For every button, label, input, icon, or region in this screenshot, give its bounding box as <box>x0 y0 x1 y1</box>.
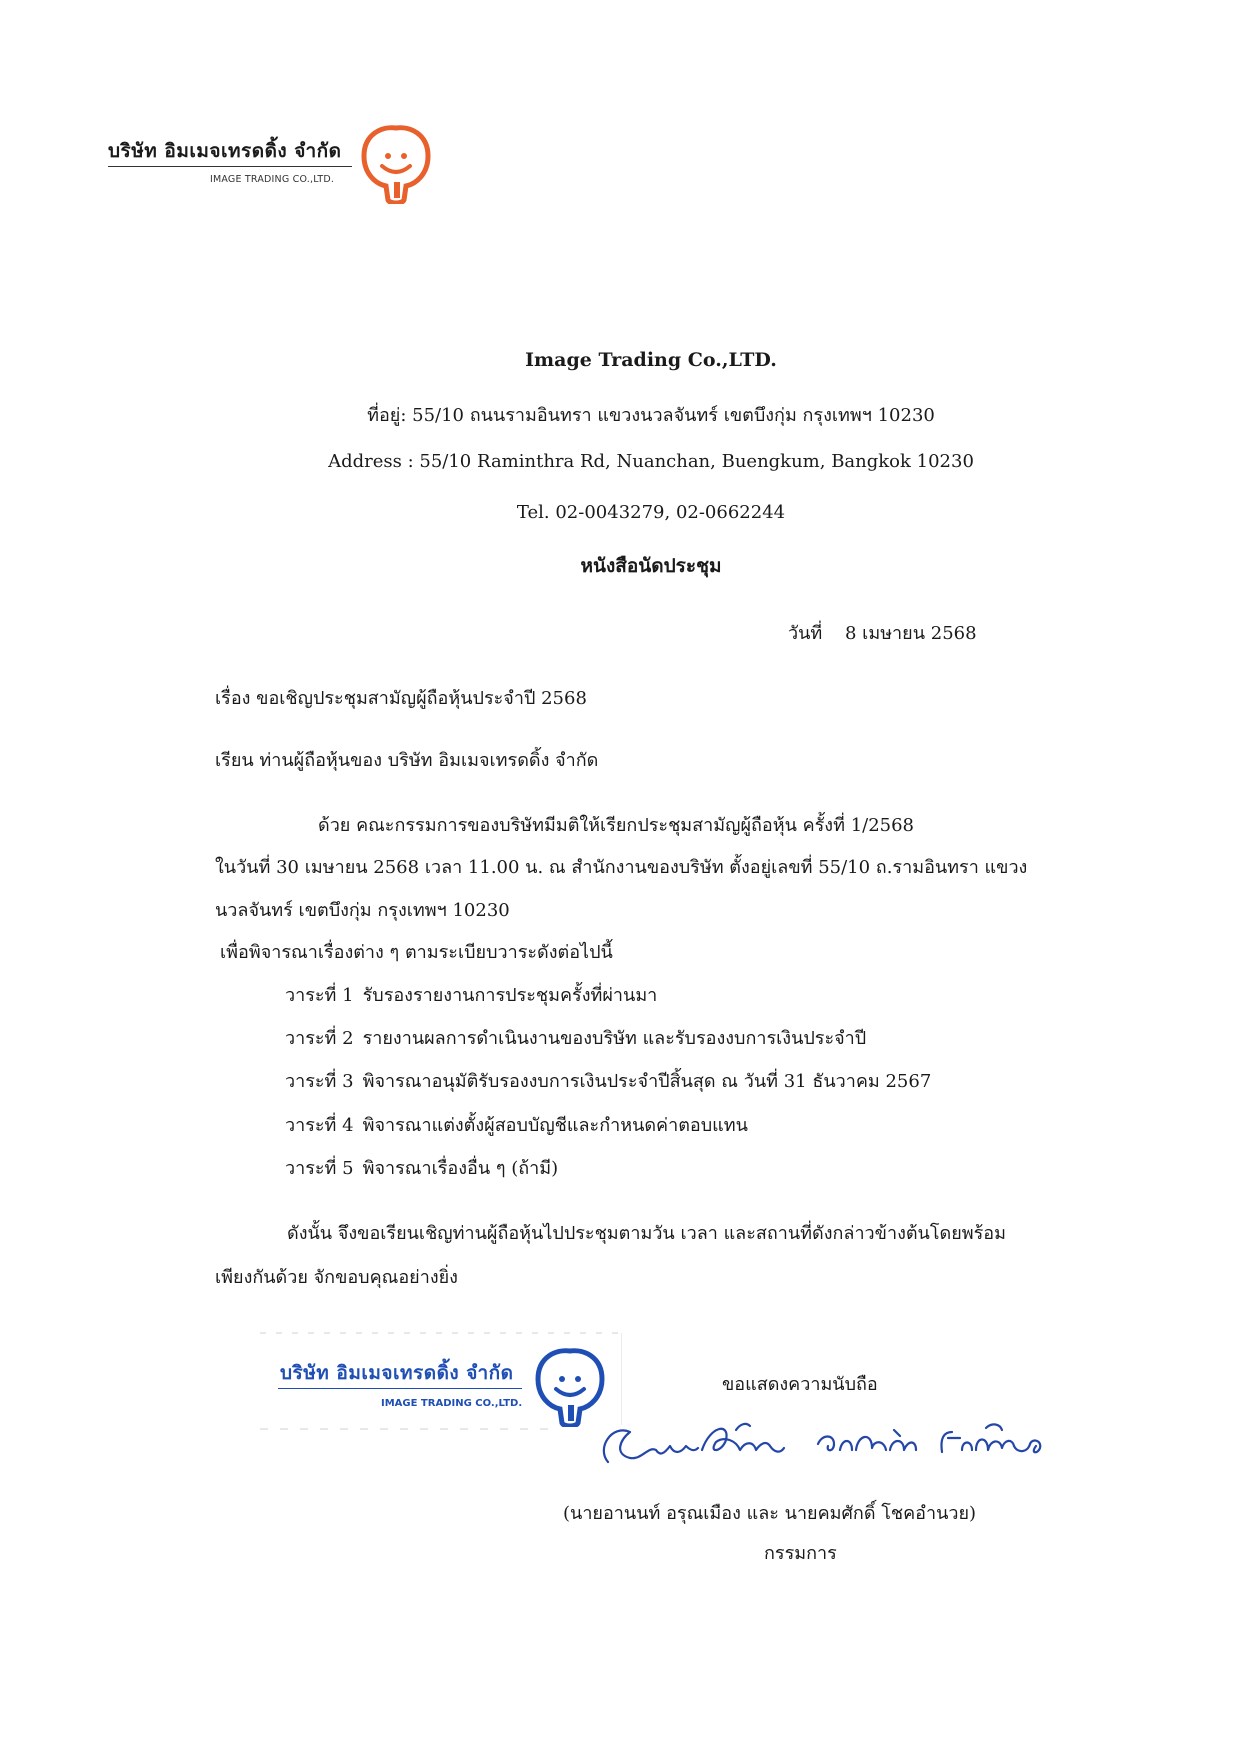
company-logo-icon <box>358 122 434 204</box>
agenda-text: พิจารณาอนุมัติรับรองงบการเงินประจำปีสิ้นสุด ณ วันที่ 31 ธันวาคม 2567 <box>362 1071 932 1092</box>
company-name: Image Trading Co.,LTD. <box>525 349 777 371</box>
agenda-item <box>285 1153 558 1182</box>
stamp-company-name-th: บริษัท อิมเมจเทรดดิ้ง จำกัด <box>280 1362 514 1384</box>
agenda-text: พิจารณาแต่งตั้งผู้สอบบัญชีและกำหนดค่าตอบแทน <box>362 1115 748 1136</box>
agenda-number: วาระที่ 5 <box>285 1158 354 1179</box>
letterhead-company-name-th: บริษัท อิมเมจเทรดดิ้ง จำกัด <box>108 140 342 162</box>
agenda-number: วาระที่ 1 <box>285 985 354 1006</box>
address-english: Address : 55/10 Raminthra Rd, Nuanchan, Buengkum, Bangkok 10230 <box>328 451 974 472</box>
recipient-line: เรียน ท่านผู้ถือหุ้นของ บริษัท อิมเมจเทรดดิ้ง จำกัด <box>215 750 599 771</box>
body-paragraph-2-line-1: ดังนั้น จึงขอเรียนเชิญท่านผู้ถือหุ้นไปประชุมตามวัน เวลา และสถานที่ดังกล่าวข้างต้นโดยพร้อม <box>287 1223 1006 1244</box>
agenda-text: รับรองรายงานการประชุมครั้งที่ผ่านมา <box>362 985 658 1006</box>
handwritten-signatures <box>590 1410 1070 1480</box>
agenda-text: พิจารณาเรื่องอื่น ๆ (ถ้ามี) <box>362 1158 559 1179</box>
stamp-company-name-en: IMAGE TRADING CO.,LTD. <box>381 1398 523 1409</box>
agenda-item <box>285 1110 748 1139</box>
body-paragraph-1-line-4: เพื่อพิจารณาเรื่องต่าง ๆ ตามระเบียบวาระดังต่อไปนี้ <box>220 942 613 963</box>
document-title: หนังสือนัดประชุม <box>580 555 722 577</box>
stamp-divider <box>278 1388 522 1389</box>
agenda-item <box>285 1023 866 1052</box>
agenda-number: วาระที่ 2 <box>285 1028 354 1049</box>
signatory-position: กรรมการ <box>764 1543 837 1564</box>
agenda-text: รายงานผลการดำเนินงานของบริษัท และรับรองงบการเงินประจำปี <box>362 1028 867 1049</box>
signatory-names: (นายอานนท์ อรุณเมือง และ นายคมศักดิ์ โชคอำนวย) <box>563 1503 977 1524</box>
agenda-item <box>285 980 657 1009</box>
letterhead-company-name-en: IMAGE TRADING CO.,LTD. <box>210 174 335 185</box>
body-paragraph-1-line-3: นวลจันทร์ เขตบึงกุ่ม กรุงเทพฯ 10230 <box>215 900 510 921</box>
address-thai: ที่อยู่: 55/10 ถนนรามอินทรา แขวงนวลจันทร์ เขตบึงกุ่ม กรุงเทพฯ 10230 <box>367 405 935 426</box>
body-paragraph-1-line-2: ในวันที่ 30 เมษายน 2568 เวลา 11.00 น. ณ สำนักงานของบริษัท ตั้งอยู่เลขที่ 55/10 ถ.รามอินทรา แขวง <box>215 857 1028 878</box>
subject-line: เรื่อง ขอเชิญประชุมสามัญผู้ถือหุ้นประจำปี 2568 <box>215 688 587 709</box>
agenda-number: วาระที่ 3 <box>285 1071 354 1092</box>
agenda-item <box>285 1066 931 1095</box>
telephone: Tel. 02-0043279, 02-0662244 <box>516 502 786 523</box>
date-label: วันที่ <box>788 623 823 644</box>
date-value: 8 เมษายน 2568 <box>845 623 977 644</box>
agenda-number: วาระที่ 4 <box>285 1115 354 1136</box>
letterhead-divider <box>108 166 352 167</box>
closing-regards: ขอแสดงความนับถือ <box>722 1374 878 1395</box>
body-paragraph-1-line-1: ด้วย คณะกรรมการของบริษัทมีมติให้เรียกประชุมสามัญผู้ถือหุ้น ครั้งที่ 1/2568 <box>318 815 915 836</box>
body-paragraph-2-line-2: เพียงกันด้วย จักขอบคุณอย่างยิ่ง <box>215 1267 458 1288</box>
